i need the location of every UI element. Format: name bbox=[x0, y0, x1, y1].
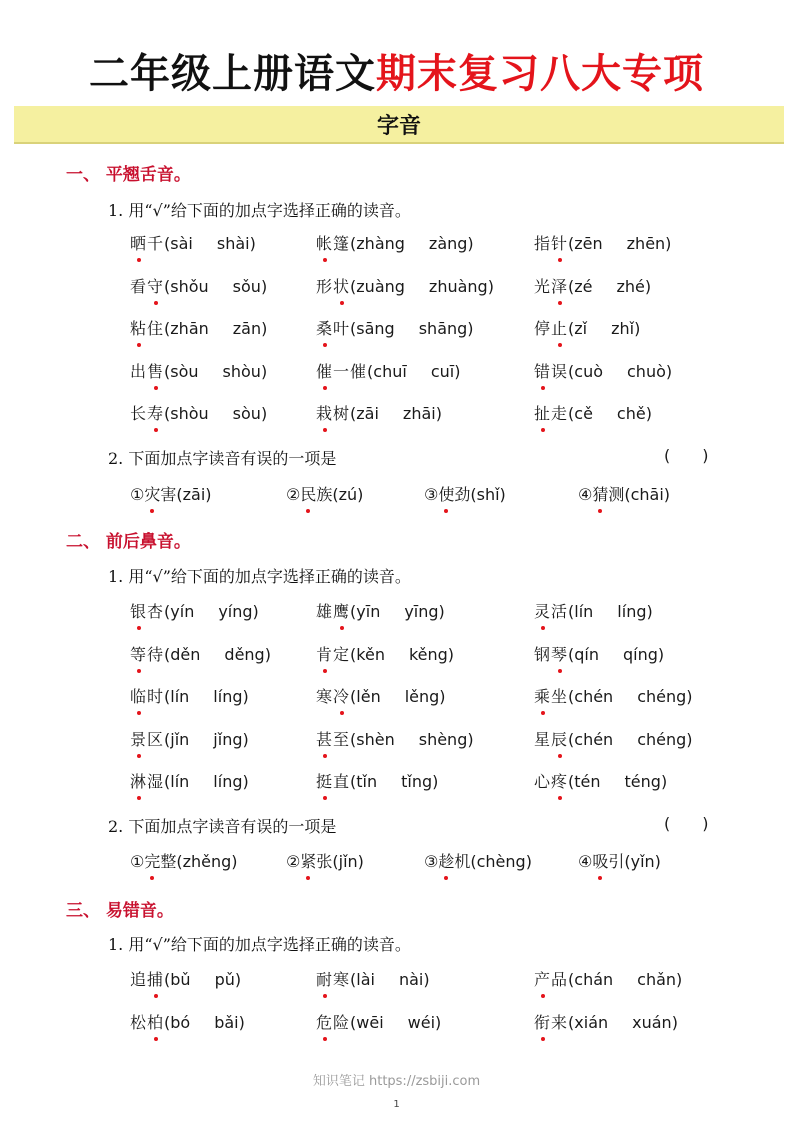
word-characters bbox=[130, 645, 164, 664]
word-characters bbox=[130, 687, 164, 706]
word-characters bbox=[534, 687, 568, 706]
dotted-character: 帐 bbox=[316, 232, 333, 256]
pinyin-choices: (lín líng) bbox=[568, 602, 653, 621]
dotted-character: 吸 bbox=[592, 850, 608, 874]
word-item bbox=[130, 232, 256, 256]
option-item bbox=[578, 483, 670, 507]
character: 走 bbox=[551, 404, 569, 423]
answer-blank: ( ) bbox=[664, 814, 709, 833]
character: 雄 bbox=[316, 602, 334, 621]
word-item bbox=[130, 728, 249, 752]
character: 整 bbox=[160, 852, 177, 871]
word-row bbox=[0, 968, 793, 998]
pinyin-choices: (lài nài) bbox=[350, 970, 430, 989]
word-item bbox=[534, 643, 664, 667]
word-characters bbox=[534, 1013, 568, 1032]
character: 时 bbox=[147, 687, 165, 706]
word-item bbox=[316, 770, 438, 794]
word-row bbox=[0, 600, 793, 630]
character: 误 bbox=[551, 361, 569, 381]
dotted-character: 民 bbox=[300, 483, 316, 507]
word-characters bbox=[130, 970, 164, 989]
word-characters bbox=[316, 970, 350, 989]
word-characters bbox=[534, 772, 568, 791]
dotted-character: 衔 bbox=[534, 1011, 551, 1035]
dotted-character: 扯 bbox=[534, 402, 551, 426]
character: 篷 bbox=[333, 234, 351, 253]
option-word bbox=[300, 485, 332, 504]
option-pinyin: (jǐn) bbox=[332, 852, 364, 871]
word-characters bbox=[316, 362, 367, 381]
option-word bbox=[438, 852, 470, 871]
word-characters bbox=[534, 362, 568, 381]
pinyin-choices: (shòu sòu) bbox=[164, 404, 268, 423]
pinyin-choices: (zāi zhāi) bbox=[350, 404, 442, 423]
character: 活 bbox=[551, 602, 569, 621]
character: 停 bbox=[534, 319, 552, 338]
section-heading: 一、 平翘舌音。 bbox=[66, 165, 191, 185]
option-pinyin: (zú) bbox=[332, 485, 364, 504]
word-item bbox=[130, 360, 267, 384]
option-label: ② bbox=[286, 485, 301, 504]
character: 测 bbox=[608, 485, 625, 504]
option-pinyin: (chāi) bbox=[624, 485, 671, 504]
word-characters bbox=[534, 730, 568, 749]
question-instruction: 1. 用“√”给下面的加点字选择正确的读音。 bbox=[108, 567, 411, 586]
option-label: ④ bbox=[578, 485, 593, 504]
word-item bbox=[130, 770, 249, 794]
word-row bbox=[0, 685, 793, 715]
word-item bbox=[534, 317, 640, 341]
option-pinyin: (yǐn) bbox=[624, 852, 661, 871]
question-instruction: 2. 下面加点字读音有误的一项是 bbox=[108, 449, 337, 468]
dotted-character: 肯 bbox=[316, 643, 333, 667]
word-item bbox=[316, 232, 474, 256]
word-row bbox=[0, 275, 793, 305]
dotted-character: 桑 bbox=[316, 317, 333, 341]
dotted-character: 辰 bbox=[551, 728, 568, 752]
word-item bbox=[534, 1011, 678, 1035]
dotted-character: 针 bbox=[551, 232, 568, 256]
pinyin-choices: (bó bǎi) bbox=[164, 1012, 245, 1032]
option-word bbox=[144, 852, 176, 871]
character: 寒 bbox=[333, 970, 351, 989]
character: 形 bbox=[316, 276, 334, 296]
dotted-character: 完 bbox=[144, 850, 160, 874]
footer-watermark: 知识笔记 https://zsbiji.com bbox=[312, 1074, 481, 1089]
pinyin-choices: (bǔ pǔ) bbox=[164, 970, 242, 989]
character: 住 bbox=[147, 319, 165, 338]
dotted-character: 状 bbox=[333, 275, 350, 299]
question-instruction: 1. 用“√”给下面的加点字选择正确的读音。 bbox=[108, 201, 411, 220]
character: 湿 bbox=[147, 772, 165, 791]
word-item bbox=[130, 600, 259, 624]
option-item bbox=[578, 850, 661, 874]
page-number: 1 bbox=[393, 1099, 400, 1110]
dotted-character: 临 bbox=[130, 685, 147, 709]
dotted-character: 鹰 bbox=[333, 600, 350, 624]
option-item bbox=[286, 483, 363, 507]
word-item bbox=[316, 360, 460, 384]
question-instruction: 1. 用“√”给下面的加点字选择正确的读音。 bbox=[108, 935, 411, 954]
character: 品 bbox=[551, 970, 569, 989]
character: 来 bbox=[551, 1012, 569, 1032]
word-item bbox=[534, 275, 651, 299]
word-item bbox=[130, 643, 271, 667]
section-heading: 三、 易错音。 bbox=[66, 901, 174, 921]
character: 树 bbox=[333, 404, 351, 423]
character: 区 bbox=[147, 729, 165, 749]
pinyin-choices: (kěn kěng) bbox=[350, 644, 455, 664]
character: 族 bbox=[316, 485, 333, 504]
dotted-character: 乘 bbox=[534, 685, 551, 709]
character: 至 bbox=[333, 729, 351, 749]
pinyin-choices: (shèn shèng) bbox=[350, 729, 474, 749]
dotted-character: 灾 bbox=[144, 483, 160, 507]
character: 一 bbox=[333, 361, 351, 381]
pinyin-choices: (jǐn jǐng) bbox=[164, 729, 249, 749]
option-word bbox=[592, 485, 624, 504]
pinyin-choices: (zé zhé) bbox=[568, 276, 652, 296]
character: 松 bbox=[130, 1012, 148, 1032]
character: 待 bbox=[147, 644, 165, 664]
word-characters bbox=[316, 319, 350, 338]
pinyin-choices: (zǐ zhǐ) bbox=[568, 319, 641, 338]
word-row bbox=[0, 770, 793, 800]
dotted-character: 景 bbox=[130, 728, 147, 752]
pinyin-choices: (lěn lěng) bbox=[350, 687, 446, 706]
character: 钢 bbox=[534, 644, 552, 664]
option-row bbox=[0, 850, 793, 878]
dotted-character: 危 bbox=[316, 1011, 333, 1035]
option-item bbox=[424, 850, 532, 874]
word-item bbox=[316, 600, 445, 624]
word-item bbox=[130, 968, 241, 992]
pinyin-choices: (shǒu sǒu) bbox=[164, 276, 268, 296]
dotted-character: 柏 bbox=[147, 1011, 164, 1035]
dotted-character: 猜 bbox=[592, 483, 608, 507]
word-characters bbox=[316, 1013, 350, 1032]
character: 险 bbox=[333, 1012, 351, 1032]
pinyin-choices: (qín qíng) bbox=[568, 644, 665, 664]
option-word bbox=[300, 852, 332, 871]
pinyin-choices: (lín líng) bbox=[164, 687, 249, 706]
word-row bbox=[0, 1011, 793, 1041]
dotted-character: 催 bbox=[316, 360, 333, 384]
word-row bbox=[0, 360, 793, 390]
dotted-character: 甚 bbox=[316, 728, 333, 752]
topic-banner bbox=[14, 106, 784, 144]
word-characters bbox=[316, 772, 350, 791]
option-pinyin: (zāi) bbox=[176, 485, 212, 504]
word-characters bbox=[534, 645, 568, 664]
word-item bbox=[534, 600, 653, 624]
pinyin-choices: (zhàng zàng) bbox=[350, 234, 474, 253]
word-item bbox=[534, 770, 667, 794]
character: 害 bbox=[160, 485, 177, 504]
word-item bbox=[316, 317, 474, 341]
pinyin-choices: (zhān zān) bbox=[164, 319, 268, 338]
option-label: ③ bbox=[424, 852, 439, 871]
pinyin-choices: (tén téng) bbox=[568, 772, 668, 791]
dotted-character: 趁 bbox=[438, 850, 454, 874]
pinyin-choices: (chuī cuī) bbox=[367, 361, 461, 381]
character: 定 bbox=[333, 644, 351, 664]
pinyin-choices: (yīn yīng) bbox=[350, 602, 445, 621]
word-item bbox=[130, 1011, 245, 1035]
dotted-character: 栽 bbox=[316, 402, 333, 426]
option-word bbox=[144, 485, 176, 504]
title-part-1: 二年级上册语文 bbox=[89, 51, 376, 97]
option-row bbox=[0, 483, 793, 511]
character: 劲 bbox=[454, 485, 471, 504]
pinyin-choices: (tǐn tǐng) bbox=[350, 772, 439, 791]
dotted-character: 灵 bbox=[534, 600, 551, 624]
word-characters bbox=[130, 277, 164, 296]
word-characters bbox=[316, 277, 350, 296]
word-row bbox=[0, 643, 793, 673]
character: 催 bbox=[350, 361, 368, 381]
word-characters bbox=[534, 970, 568, 989]
word-characters bbox=[316, 645, 350, 664]
word-item bbox=[316, 685, 446, 709]
option-pinyin: (chèng) bbox=[470, 852, 532, 871]
pinyin-choices: (wēi wéi) bbox=[350, 1012, 442, 1032]
answer-blank: ( ) bbox=[664, 446, 709, 465]
character: 直 bbox=[333, 772, 351, 791]
character: 星 bbox=[534, 729, 552, 749]
dotted-character: 银 bbox=[130, 600, 147, 624]
pinyin-choices: (xián xuán) bbox=[568, 1012, 678, 1032]
word-characters bbox=[316, 234, 350, 253]
word-item bbox=[316, 643, 454, 667]
option-pinyin: (shǐ) bbox=[470, 485, 506, 504]
pinyin-choices: (děn děng) bbox=[164, 644, 271, 664]
word-item bbox=[130, 275, 267, 299]
pinyin-choices: (zuàng zhuàng) bbox=[350, 276, 494, 296]
dotted-character: 淋 bbox=[130, 770, 147, 794]
word-characters bbox=[316, 602, 350, 621]
pinyin-choices: (cě chě) bbox=[568, 404, 652, 423]
dotted-character: 粘 bbox=[130, 317, 147, 341]
section-heading: 二、 前后鼻音。 bbox=[66, 532, 191, 552]
dotted-character: 疼 bbox=[551, 770, 568, 794]
dotted-character: 紧 bbox=[300, 850, 316, 874]
word-row bbox=[0, 402, 793, 432]
option-word bbox=[592, 852, 624, 871]
pinyin-choices: (sòu shòu) bbox=[164, 361, 268, 381]
option-item bbox=[130, 483, 212, 507]
title-part-2: 期末复习八大专项 bbox=[376, 51, 704, 97]
word-item bbox=[130, 685, 249, 709]
dotted-character: 耐 bbox=[316, 968, 333, 992]
word-characters bbox=[534, 404, 568, 423]
option-label: ④ bbox=[578, 852, 593, 871]
dotted-character: 止 bbox=[551, 317, 568, 341]
page-title bbox=[0, 48, 793, 100]
word-characters bbox=[534, 234, 568, 253]
option-label: ② bbox=[286, 852, 301, 871]
option-item bbox=[424, 483, 506, 507]
pinyin-choices: (yín yíng) bbox=[164, 602, 259, 621]
character: 张 bbox=[316, 852, 333, 871]
pinyin-choices: (cuò chuò) bbox=[568, 361, 673, 381]
dotted-character: 使 bbox=[438, 483, 454, 507]
dotted-character: 冷 bbox=[333, 685, 350, 709]
pinyin-choices: (sài shài) bbox=[164, 234, 256, 253]
word-characters bbox=[130, 404, 164, 423]
character: 长 bbox=[130, 404, 148, 423]
word-characters bbox=[130, 319, 164, 338]
character: 机 bbox=[454, 852, 471, 871]
word-item bbox=[534, 968, 682, 992]
word-characters bbox=[130, 730, 164, 749]
character: 杏 bbox=[147, 602, 165, 621]
character: 心 bbox=[534, 772, 552, 791]
option-item bbox=[130, 850, 238, 874]
pinyin-choices: (lín líng) bbox=[164, 772, 249, 791]
option-word bbox=[438, 485, 470, 504]
pinyin-choices: (sāng shāng) bbox=[350, 319, 474, 338]
word-item bbox=[316, 728, 474, 752]
question-instruction: 2. 下面加点字读音有误的一项是 bbox=[108, 817, 337, 836]
character: 千 bbox=[147, 234, 165, 253]
word-row bbox=[0, 728, 793, 758]
word-row bbox=[0, 232, 793, 262]
word-item bbox=[534, 685, 693, 709]
word-characters bbox=[130, 772, 164, 791]
pinyin-choices: (chén chéng) bbox=[568, 687, 693, 706]
word-item bbox=[130, 402, 267, 426]
character: 寒 bbox=[316, 687, 334, 706]
option-label: ① bbox=[130, 485, 145, 504]
dotted-character: 泽 bbox=[551, 275, 568, 299]
topic-banner-label: 字音 bbox=[376, 113, 421, 139]
word-characters bbox=[534, 319, 568, 338]
word-characters bbox=[534, 277, 568, 296]
dotted-character: 挺 bbox=[316, 770, 333, 794]
character: 光 bbox=[534, 276, 552, 296]
pinyin-choices: (chén chéng) bbox=[568, 729, 693, 749]
character: 叶 bbox=[333, 319, 351, 338]
word-characters bbox=[534, 602, 568, 621]
word-item bbox=[534, 360, 672, 384]
word-characters bbox=[130, 234, 164, 253]
dotted-character: 守 bbox=[147, 275, 164, 299]
character: 引 bbox=[608, 852, 625, 871]
dotted-character: 晒 bbox=[130, 232, 147, 256]
character: 看 bbox=[130, 276, 148, 296]
word-characters bbox=[316, 404, 350, 423]
option-item bbox=[286, 850, 364, 874]
dotted-character: 产 bbox=[534, 968, 551, 992]
dotted-character: 错 bbox=[534, 360, 551, 384]
dotted-character: 售 bbox=[147, 360, 164, 384]
option-label: ③ bbox=[424, 485, 439, 504]
word-characters bbox=[130, 362, 164, 381]
word-item bbox=[316, 402, 442, 426]
option-label: ① bbox=[130, 852, 145, 871]
character: 指 bbox=[534, 234, 552, 253]
character: 出 bbox=[130, 361, 148, 381]
dotted-character: 捕 bbox=[147, 968, 164, 992]
character: 追 bbox=[130, 970, 148, 989]
word-item bbox=[534, 728, 693, 752]
dotted-character: 琴 bbox=[551, 643, 568, 667]
word-characters bbox=[130, 602, 164, 621]
word-characters bbox=[130, 1013, 164, 1032]
word-item bbox=[534, 402, 652, 426]
word-item bbox=[130, 317, 267, 341]
word-item bbox=[316, 275, 494, 299]
word-item bbox=[534, 232, 671, 256]
word-characters bbox=[316, 687, 350, 706]
word-characters bbox=[316, 730, 350, 749]
dotted-character: 等 bbox=[130, 643, 147, 667]
pinyin-choices: (chán chǎn) bbox=[568, 970, 683, 989]
character: 坐 bbox=[551, 687, 569, 706]
dotted-character: 寿 bbox=[147, 402, 164, 426]
word-item bbox=[316, 968, 430, 992]
word-row bbox=[0, 317, 793, 347]
word-item bbox=[316, 1011, 441, 1035]
option-pinyin: (zhěng) bbox=[176, 852, 238, 871]
pinyin-choices: (zēn zhēn) bbox=[568, 234, 672, 253]
